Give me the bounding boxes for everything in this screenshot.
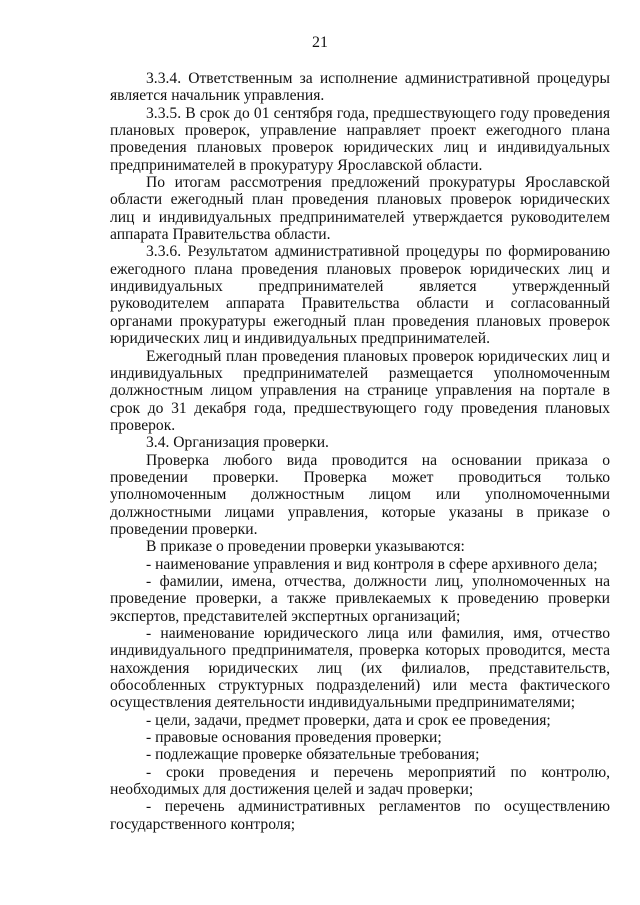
section-heading-3-4: 3.4. Организация проверки. (146, 434, 329, 452)
paragraph-3-3-5: 3.3.5. В срок до 01 сентября года, предшествующего году проведения плановых проверок, управление направляет проект ежегодного плана проведения плановых проверок юридических лиц и индивидуальных предпринимателей в прокуратуру Ярославской области. (110, 104, 610, 174)
list-item-inspected-entity: - наименование юридического лица или фамилия, имя, отчество индивидуального предпринимателя, проверка которых проводится, места нахождения юридических лиц (их филиалов, представительств, обособленных структурных подразделений) или места фактического осуществления деятельности индивидуальными предпринимателями; (110, 625, 610, 712)
list-item-agency-name: - наименование управления и вид контроля в сфере архивного дела; (146, 555, 598, 573)
list-item-legal-grounds: - правовые основания проведения проверки; (146, 729, 442, 747)
paragraph-plan-approval: По итогам рассмотрения предложений прокуратуры Ярославской области ежегодный план проведения плановых проверок юридических лиц и индивидуальных предпринимателей утверждается руководителем аппарата Правительства области. (110, 174, 610, 244)
list-item-inspectors: - фамилии, имена, отчества, должности лиц, уполномоченных на проведение проверки, а также привлекаемых к проведению проверки экспертов, представителей экспертных организаций; (110, 572, 610, 625)
document-body (110, 70, 610, 833)
page-number: 21 (312, 34, 328, 51)
list-item-goals-dates: - цели, задачи, предмет проверки, дата и срок ее проведения; (146, 711, 551, 729)
paragraph-3-3-4: 3.3.4. Ответственным за исполнение административной процедуры является начальник управления. (110, 70, 610, 105)
paragraph-order-contents-intro: В приказе о проведении проверки указываются: (146, 538, 465, 556)
paragraph-inspection-basis: Проверка любого вида проводится на основании приказа о проведении проверки. Проверка может проводиться только уполномоченным должностным лицом или уполномоченными должностными лицами управления, которые указаны в приказе о проведении проверки. (110, 451, 610, 538)
list-item-terms-measures: - сроки проведения и перечень мероприятий по контролю, необходимых для достижения целей и задач проверки; (110, 763, 610, 799)
list-item-requirements: - подлежащие проверке обязательные требования; (146, 746, 480, 764)
list-item-regulations: - перечень административных регламентов по осуществлению государственного контроля; (110, 798, 610, 833)
paragraph-plan-publication: Ежегодный план проведения плановых проверок юридических лиц и индивидуальных предпринимателей размещается уполномоченным должностным лицом управления на странице управления на портале в срок до 31 декабря года, предшествующего году проведения плановых проверок. (110, 347, 610, 434)
paragraph-3-3-6: 3.3.6. Результатом административной процедуры по формированию ежегодного плана проведения плановых проверок юридических лиц и индивидуальных предпринимателей является утвержденный руководителем аппарата Правительства области и согласованный органами прокуратуры ежегодный план проведения плановых проверок юридических лиц и индивидуальных предпринимателей. (110, 243, 610, 348)
